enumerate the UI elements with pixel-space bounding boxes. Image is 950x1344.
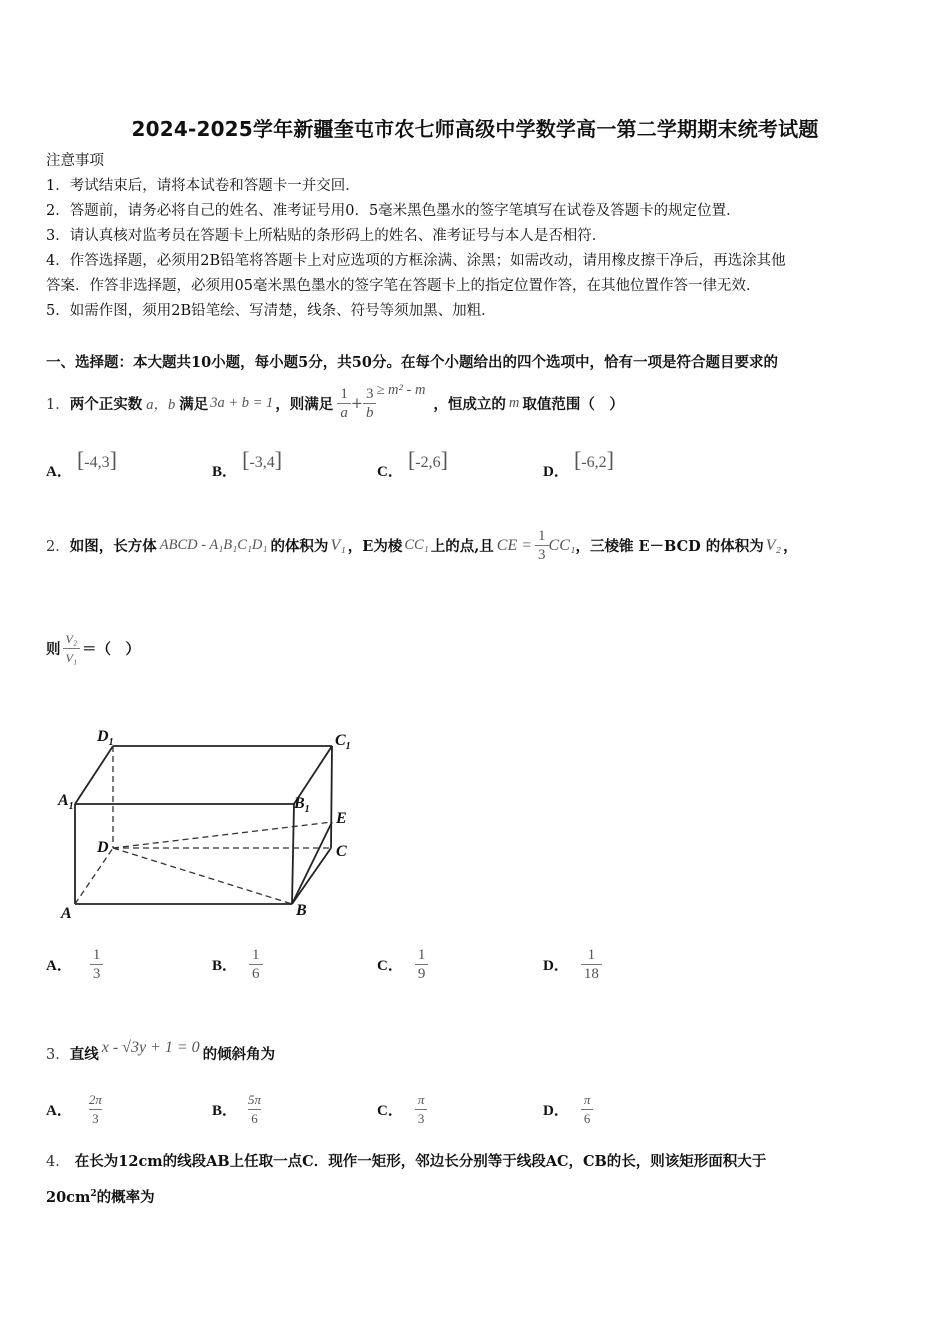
q1-option-d[interactable]: D． [-6,2] (543, 447, 614, 480)
option-label: C． (377, 464, 403, 480)
q2-v2: V₂ (765, 536, 782, 554)
label-d1: $D_1$ (97, 728, 114, 748)
label-e: E (336, 810, 347, 827)
numerator: π (417, 1092, 425, 1107)
option-label: D． (543, 1103, 569, 1119)
option-fraction (415, 1091, 428, 1128)
page-title: 2024-2025学年新疆奎屯市农七师高级中学数学高一第二学期期末统考试题 (131, 117, 819, 141)
question-number: 4． (46, 1154, 70, 1170)
q2-option-d[interactable] (543, 946, 602, 983)
q3-option-d[interactable] (543, 1091, 593, 1128)
q2-text: 则 (46, 641, 61, 658)
denominator: V₁ (63, 648, 81, 667)
q1-text: 满足 (179, 396, 209, 413)
option-label: C． (377, 1103, 403, 1119)
option-label: B． (212, 1103, 238, 1119)
question-2 (46, 527, 798, 564)
label-c1: $C_1$ (335, 732, 351, 752)
question-number: 3． (46, 1047, 70, 1063)
denominator: 6 (581, 1109, 594, 1128)
q1-option-a[interactable]: A． [-4,3] (46, 447, 117, 480)
label-a1: $A_1$ (58, 792, 74, 812)
option-label: A． (46, 464, 72, 480)
edge-be (292, 822, 332, 904)
q2-text: ＝（ ） (82, 641, 141, 658)
option-label: C． (377, 958, 403, 974)
q3-option-a[interactable] (46, 1091, 105, 1128)
q2-text: 如图，长方体 (69, 538, 157, 555)
denominator: 6 (248, 1109, 261, 1128)
option-fraction (245, 1091, 264, 1128)
q1-text: 取值范围（ ） (522, 396, 624, 413)
q2-edge: CC₁ (404, 537, 429, 553)
option-fraction (86, 1091, 105, 1128)
numerator: 1 (417, 947, 426, 963)
q2-text: 的体积为 (270, 538, 329, 555)
q1-condition: 3a + b = 1 (210, 395, 274, 411)
q1-text: 两个正实数 (69, 396, 143, 413)
denominator: 3 (89, 1109, 102, 1128)
numerator: 2π (88, 1092, 102, 1107)
option-fraction (581, 1091, 594, 1128)
question-number: 2． (46, 539, 70, 555)
edge-a1d1 (75, 746, 113, 804)
q2-text: ，E为棱 (347, 538, 403, 555)
option-value: -2,6 (415, 454, 441, 471)
cuboid-figure (50, 722, 370, 927)
edge-de-hidden (113, 822, 332, 848)
option-label: B． (212, 958, 238, 974)
q1-vars: a，b (146, 397, 176, 413)
label-b: B (296, 902, 307, 919)
q1-option-c[interactable]: C． [-2,6] (377, 447, 448, 480)
option-label: A． (46, 1103, 72, 1119)
notice-item: 5．如需作图，须用2B铅笔绘、写清楚，线条、符号等须加黑、加粗． (46, 303, 496, 319)
q4-superscript: 2 (90, 1189, 97, 1200)
numerator: 5π (248, 1092, 262, 1107)
numerator: 1 (587, 947, 596, 963)
notice-heading: 注意事项 (46, 153, 104, 169)
question-3 (46, 1038, 276, 1064)
q3-text: 的倾斜角为 (202, 1046, 276, 1063)
section-heading: 一、选择题：本大题共10小题，每小题5分，共50分。在每个小题给出的四个选项中，恰有一项是符合题目要求的 (46, 354, 778, 371)
question-1 (46, 382, 624, 422)
q1-plus: + (350, 395, 363, 412)
denominator: 18 (581, 964, 602, 983)
option-fraction (249, 946, 263, 983)
q3-equation: x - √3y + 1 = 0 (101, 1038, 200, 1056)
q4-text: 在长为12cm的线段AB上任取一点C．现作一矩形，邻边长分别等于线段AC，CB的长，则该矩形面积大于 (74, 1153, 767, 1170)
edge-ad-hidden (75, 848, 113, 904)
option-label: D． (543, 464, 569, 480)
notice-item: 1．考试结束后，请将本试卷和答题卡一并交回． (46, 178, 360, 194)
q1-text: ，恒成立的 (433, 396, 506, 413)
option-fraction (90, 946, 104, 983)
q2-option-b[interactable] (212, 946, 263, 983)
notice-item: 2．答题前，请务必将自己的姓名、准考证号用0．5毫米黑色墨水的签字笔填写在试卷及答题卡的规定位置． (46, 203, 741, 219)
denominator: 9 (415, 964, 429, 983)
numerator: 1 (92, 947, 101, 963)
notice-item: 4．作答选择题，必须用2B铅笔将答题卡上对应选项的方框涂满、涂黑；如需改动，请用橡皮擦干净后，再选涂其他 (46, 253, 786, 269)
question-number: 1． (46, 397, 70, 413)
option-value: -3,4 (249, 454, 275, 471)
edge-db-hidden (113, 848, 292, 904)
q2-text: ， (783, 538, 798, 555)
notice-item: 3．请认真核对监考员在答题卡上所粘贴的条形码上的姓名、准考证号与本人是否相符． (46, 228, 607, 244)
label-d: D (97, 839, 109, 856)
edge-bb1 (292, 804, 294, 904)
option-fraction (581, 946, 602, 983)
q1-fraction (363, 385, 377, 422)
numerator: 1 (252, 947, 260, 963)
question-4 (46, 1150, 766, 1171)
numerator: 1 (340, 386, 348, 402)
q1-text: ，则满足 (275, 396, 334, 413)
q2-v1: V₁ (330, 536, 346, 554)
denominator: b (363, 403, 377, 422)
option-fraction (415, 946, 429, 983)
notice-item: 答案．作答非选择题，必须用05毫米黑色墨水的签字笔在答题卡上的指定位置作答，在其他位置作答一律无效． (46, 278, 761, 294)
q1-inequality: ≥ m² - m (376, 382, 426, 398)
q2-text: ，三棱锥 E－BCD 的体积为 (575, 538, 764, 555)
denominator: 3 (90, 964, 104, 983)
edge-bc (292, 848, 331, 904)
denominator: 3 (535, 545, 549, 564)
numerator: π (583, 1092, 591, 1107)
numerator: V₂ (65, 632, 78, 646)
denominator: 3 (415, 1109, 428, 1128)
option-value: -4,3 (84, 454, 110, 471)
q1-var-m: m (508, 395, 520, 411)
q2-option-a[interactable] (46, 946, 103, 983)
label-c: C (336, 843, 347, 860)
q3-option-c[interactable] (377, 1091, 427, 1128)
q4-text: 的概率为 (96, 1189, 155, 1206)
q2-ce: CE = (496, 536, 533, 554)
option-label: A． (46, 958, 72, 974)
option-value: -6,2 (581, 454, 607, 471)
q2-fraction (535, 527, 549, 564)
q1-fraction (337, 385, 351, 422)
label-b1: $B_1$ (294, 795, 310, 815)
q2-text: 上的点,且 (430, 538, 494, 555)
denominator: 6 (249, 964, 263, 983)
option-label: D． (543, 958, 569, 974)
q3-text: 直线 (69, 1046, 99, 1063)
option-label: B． (212, 464, 238, 480)
denominator: a (337, 403, 351, 422)
q2-option-c[interactable] (377, 946, 428, 983)
q2-ratio-fraction (63, 630, 81, 667)
numerator: 1 (538, 528, 546, 544)
edge-cc1 (331, 746, 332, 848)
q1-option-b[interactable]: B． [-3,4] (212, 447, 283, 480)
label-a: A (61, 905, 72, 922)
q4-text: 20cm (46, 1189, 91, 1206)
q2-solid: ABCD - A₁B₁C₁D₁ (159, 537, 268, 553)
q3-option-b[interactable] (212, 1091, 264, 1128)
q2-ratio (46, 630, 140, 667)
q4-line2 (46, 1186, 155, 1207)
numerator: 3 (365, 386, 374, 402)
q2-cc1: CC₁ (548, 536, 576, 554)
